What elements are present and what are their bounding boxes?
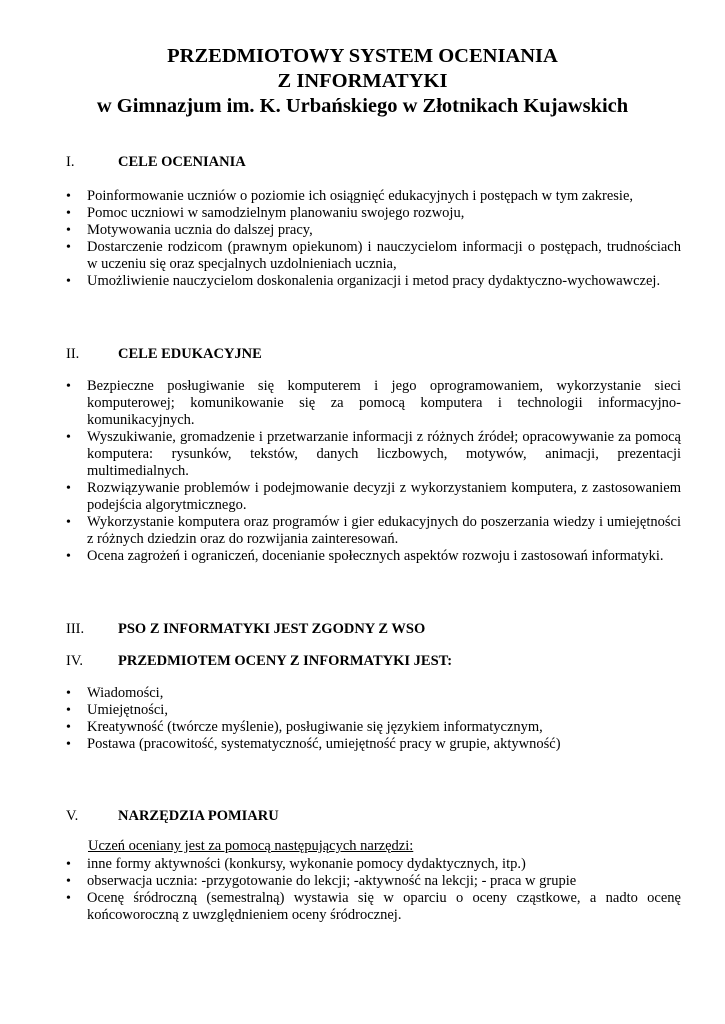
list-item: • Ocena zagrożeń i ograniczeń, docenianie społecznych aspektów rozwoju i zastosowań informatyki. <box>66 548 681 565</box>
section-heading-4 <box>66 652 686 670</box>
section-heading-1 <box>66 153 686 171</box>
section-title: PSO Z INFORMATYKI JEST ZGODNY Z WSO <box>118 621 426 637</box>
list-item: • Rozwiązywanie problemów i podejmowanie decyzji z wykorzystaniem komputera, z zastosowaniem podejścia algorytmicznego. <box>66 480 681 514</box>
section-5-intro: Uczeń oceniany jest za pomocą następujących narzędzi: <box>88 838 414 854</box>
document-title <box>0 44 725 119</box>
list-item: • Umiejętności, <box>66 702 681 719</box>
section-number: II. <box>66 346 80 362</box>
section-number: III. <box>66 621 85 637</box>
list-item: • Ocenę śródroczną (semestralną) wystawia się w oparciu o oceny cząstkowe, a nadto ocenę końcoworoczną z uwzględnieniem oceny śródrocznej. <box>66 890 681 924</box>
list-item: • Wiadomości, <box>66 685 681 702</box>
list-item: • obserwacja ucznia: -przygotowanie do lekcji; -aktywność na lekcji; - praca w grupie <box>66 873 681 890</box>
list-item: • inne formy aktywności (konkursy, wykonanie pomocy dydaktycznych, itp.) <box>66 856 681 873</box>
section-2-list <box>66 378 681 565</box>
section-heading-5 <box>66 807 686 825</box>
section-title: CELE EDUKACYJNE <box>118 346 262 362</box>
list-item: • Dostarczenie rodzicom (prawnym opiekunom) i nauczycielom informacji o postępach, trudnościach w uczeniu się oraz specjalnych uzdolnieniach ucznia, <box>66 239 681 273</box>
section-title: NARZĘDZIA POMIARU <box>118 808 279 824</box>
list-item: • Wyszukiwanie, gromadzenie i przetwarzanie informacji z różnych źródeł; opracowywanie za pomocą komputera: rysunków, tekstów, danych liczbowych, motywów, animacji, prezentacji multimedialnych. <box>66 429 681 480</box>
section-title: CELE OCENIANIA <box>118 154 246 170</box>
list-item: • Umożliwienie nauczycielom doskonalenia organizacji i metod pracy dydaktyczno-wychowawczej. <box>66 273 681 290</box>
list-item: • Wykorzystanie komputera oraz programów i gier edukacyjnych do poszerzania wiedzy i umiejętności z różnych dziedzin oraz do rozwijania zainteresowań. <box>66 514 681 548</box>
section-heading-2 <box>66 345 686 363</box>
section-heading-3 <box>66 620 686 638</box>
title-line-1: PRZEDMIOTOWY SYSTEM OCENIANIA <box>167 45 558 67</box>
section-5-list <box>66 856 681 924</box>
list-item: • Pomoc uczniowi w samodzielnym planowaniu swojego rozwoju, <box>66 205 681 222</box>
list-item: • Poinformowanie uczniów o poziomie ich osiągnięć edukacyjnych i postępach w tym zakresie, <box>66 188 681 205</box>
title-line-2: Z INFORMATYKI <box>277 70 448 92</box>
list-item: • Postawa (pracowitość, systematyczność, umiejętność pracy w grupie, aktywność) <box>66 736 681 753</box>
list-item: • Kreatywność (twórcze myślenie), posługiwanie się językiem informatycznym, <box>66 719 681 736</box>
section-4-list <box>66 685 681 753</box>
title-line-3: w Gimnazjum im. K. Urbańskiego w Złotnikach Kujawskich <box>96 95 629 117</box>
section-number: IV. <box>66 653 84 669</box>
list-item: • Motywowania ucznia do dalszej pracy, <box>66 222 681 239</box>
section-title: PRZEDMIOTEM OCENY Z INFORMATYKI JEST: <box>118 653 453 669</box>
section-number: I. <box>66 154 75 170</box>
section-number: V. <box>66 808 79 824</box>
section-1-list <box>66 188 681 290</box>
list-item: • Bezpieczne posługiwanie się komputerem i jego oprogramowaniem, wykorzystanie sieci komputerowej; komunikowanie się za pomocą komputera i technologii informacyjno-komunikacyjnych. <box>66 378 681 429</box>
